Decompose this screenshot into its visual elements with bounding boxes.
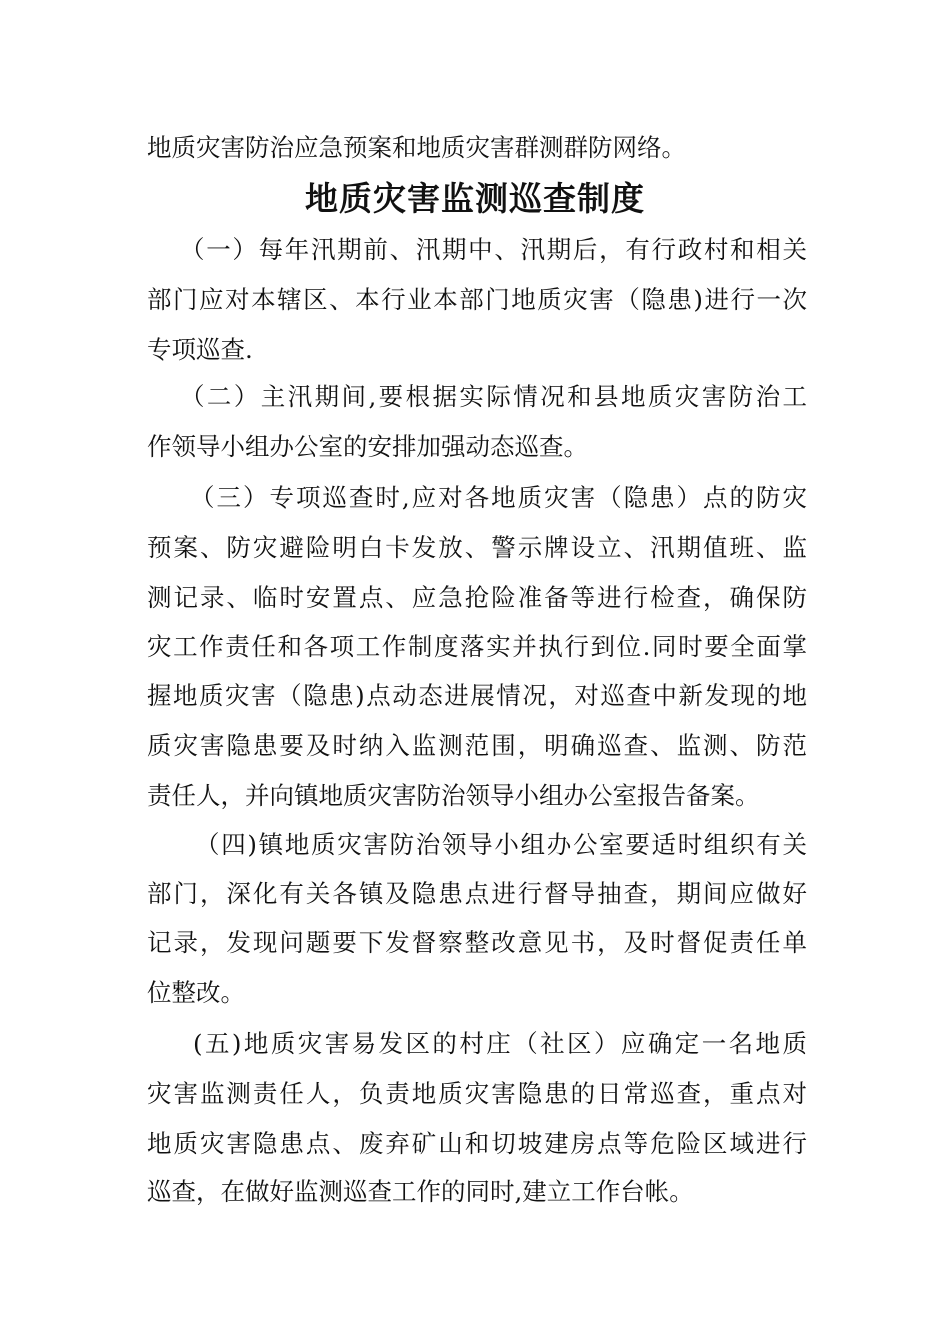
paragraph-line: 部门，深化有关各镇及隐患点进行督导抽查，期间应做好 [147, 879, 807, 908]
paragraph-line: （二）主汛期间,要根据实际情况和县地质灾害防治工 [180, 382, 807, 411]
paragraph-line: 专项巡查. [147, 335, 253, 364]
paragraph-line: 灾工作责任和各项工作制度落实并执行到位.同时要全面掌 [147, 632, 807, 661]
paragraph-line: 部门应对本辖区、本行业本部门地质灾害（隐患)进行一次 [147, 285, 807, 314]
paragraph-line: 质灾害隐患要及时纳入监测范围，明确巡查、监测、防范 [147, 731, 807, 760]
paragraph-line: 巡查，在做好监测巡查工作的同时,建立工作台帐。 [147, 1177, 694, 1206]
paragraph-line: 灾害监测责任人，负责地质灾害隐患的日常巡查，重点对 [147, 1079, 807, 1108]
paragraph-line: 位整改。 [147, 978, 245, 1007]
paragraph-line: （四)镇地质灾害防治领导小组办公室要适时组织有关 [195, 830, 807, 859]
paragraph-line: 预案、防灾避险明白卡发放、警示牌设立、汛期值班、监 [147, 533, 807, 562]
paragraph-line: 责任人，并向镇地质灾害防治领导小组办公室报告备案。 [147, 781, 760, 810]
paragraph-line: （三）专项巡查时,应对各地质灾害（隐患）点的防灾 [190, 483, 807, 512]
paragraph-line: （一）每年汛期前、汛期中、汛期后，有行政村和相关 [180, 235, 807, 264]
carryover-line: 地质灾害防治应急预案和地质灾害群测群防网络。 [147, 133, 686, 162]
paragraph-line: (五)地质灾害易发区的村庄（社区）应确定一名地质 [193, 1029, 807, 1058]
document-title: 地质灾害监测巡查制度 [305, 179, 645, 218]
paragraph-line: 握地质灾害（隐患)点动态进展情况，对巡查中新发现的地 [147, 681, 807, 710]
paragraph-line: 记录，发现问题要下发督察整改意见书，及时督促责任单 [147, 928, 807, 957]
paragraph-line: 地质灾害隐患点、废弃矿山和切坡建房点等危险区域进行 [147, 1129, 807, 1158]
paragraph-line: 测记录、临时安置点、应急抢险准备等进行检查，确保防 [147, 583, 807, 612]
paragraph-line: 作领导小组办公室的安排加强动态巡查。 [147, 432, 588, 461]
